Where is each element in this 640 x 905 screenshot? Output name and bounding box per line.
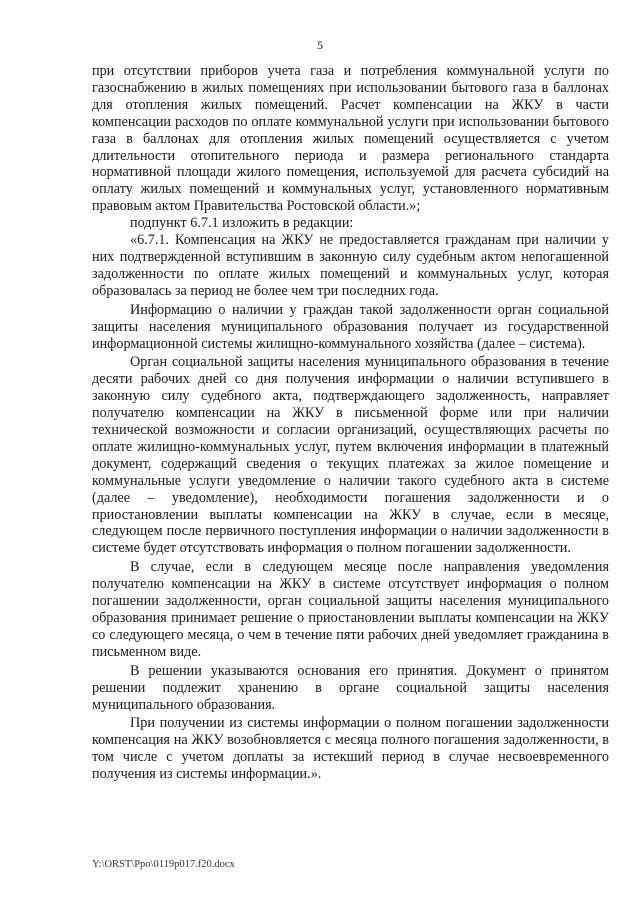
paragraph-subclause-intro: подпункт 6.7.1 изложить в редакции: — [130, 215, 354, 232]
document-body — [92, 63, 609, 783]
paragraph-decision-grounds: В решении указываются основания его принятия. Документ о принятом решении подлежит хранению в органе социальной защиты населения муниципального образования. — [92, 662, 609, 713]
paragraph-suspension: В случае, если в следующем месяце после направления уведомления получателю компенсации на ЖКУ в системе отсутствует информация о полном погашении задолженности, орган социальной защиты населения муниципального образования принимает решение о приостановлении выплаты компенсации на ЖКУ со следующего месяца, о чем в течение пяти рабочих дней уведомляет гражданина в письменном виде. — [92, 559, 609, 660]
paragraph-notification: Орган социальной защиты населения муниципального образования в течение десяти рабочих дней со дня получения информации о наличии вступившего в законную силу судебного акта, подтверждающего задолженность, направляет получателю компенсации на ЖКУ в письменной форме или при наличии технической возможности и согласии организаций, осуществляющих расчеты по оплате жилищно-коммунальных услуг, путем включения информации в платежный документ, содержащий сведения о текущих платежах за жилое помещение и коммунальные услуги уведомление о наличии такого судебного акта в системе (далее – уведомление), необходимости погашения задолженности и о приостановлении выплаты компенсации на ЖКУ в случае, если в месяце, следующем после первичного поступления информации о наличии задолженности в системе будет отсутствовать информация о полном погашении задолженности. — [92, 354, 609, 557]
page-number: 5 — [317, 38, 323, 52]
paragraph-gas-compensation: при отсутствии приборов учета газа и потребления коммунальной услуги по газоснабжению в жилых помещениях при использовании бытового газа в баллонах для отопления жилых помещений. Расчет компенсации на ЖКУ в части компенсации расходов по оплате коммунальной услуги при использовании бытового газа в баллонах для отопления жилых помещений осуществляется с учетом длительности отопительного периода и размера регионального стандарта нормативной площади жилого помещения, используемой для расчета субсидий на оплату жилых помещений и коммунальных услуг, установленного нормативным правовым актом Правительства Ростовской области.»; — [92, 63, 609, 215]
paragraph-debt-information: Информацию о наличии у граждан такой задолженности орган социальной защиты населения муниципального образования получает из государственной информационной системы жилищно-коммунального хозяйства (далее – система). — [92, 301, 609, 352]
footer-file-path: Y:\ORST\Ppo\0119p017.f20.docx — [92, 859, 235, 870]
paragraph-6-7-1: «6.7.1. Компенсация на ЖКУ не предоставляется гражданам при наличии у них подтвержденной вступившим в законную силу судебным актом непогашенной задолженности по оплате жилых помещений и коммунальных услуг, которая образовалась за период не более чем три последних года. — [92, 232, 609, 299]
paragraph-resumption: При получении из системы информации о полном погашении задолженности компенсация на ЖКУ возобновляется с месяца полного погашения задолженности, в том числе с учетом доплаты за истекший период в случае несвоевременного получения из системы информации.». — [92, 715, 609, 783]
